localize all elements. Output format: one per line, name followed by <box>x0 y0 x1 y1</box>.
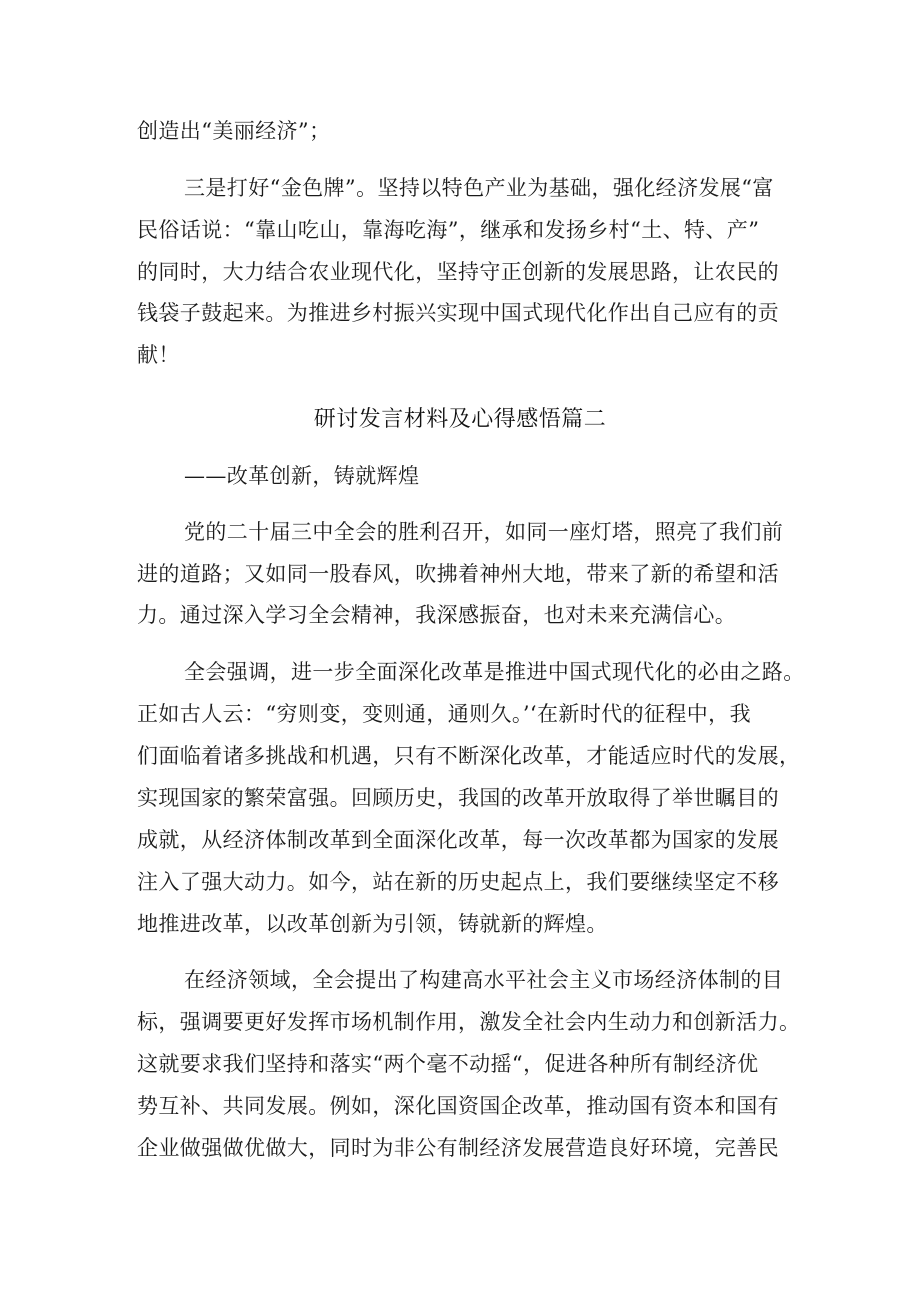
paragraph-line: 党的二十届三中全会的胜利召开，如同一座灯塔，照亮了我们前 <box>184 520 784 544</box>
paragraph-line: 创造出“美丽经济”； <box>137 119 331 143</box>
paragraph-line: 力。通过深入学习全会精神，我深感振奋，也对未来充满信心。 <box>137 603 737 627</box>
paragraph-line: 献！ <box>137 343 180 367</box>
paragraph-line: 企业做强做优做大，同时为非公有制经济发展营造良好环境，完善民 <box>137 1136 779 1160</box>
paragraph-line: 注入了强大动力。如今，站在新的历史起点上，我们要继续坚定不移 <box>137 870 779 894</box>
paragraph-line: 民俗话说：“靠山吃山，靠海吃海”，继承和发扬乡村“土、特、产” <box>137 218 760 242</box>
paragraph-line: 标，强调要更好发挥市场机制作用，激发全社会内生动力和创新活力。 <box>137 1010 801 1034</box>
paragraph-line: 实现国家的繁荣富强。回顾历史，我国的改革开放取得了举世瞩目的 <box>137 786 779 810</box>
paragraph-line: 钱袋子鼓起来。为推进乡村振兴实现中国式现代化作出自己应有的贡 <box>137 301 779 325</box>
paragraph-line: 地推进改革，以改革创新为引领，铸就新的辉煌。 <box>137 912 608 936</box>
paragraph-line: 们面临着诸多挑战和机遇，只有不断深化改革，才能适应时代的发展， <box>137 744 801 768</box>
section-subtitle: ——改革创新，铸就辉煌 <box>184 464 420 488</box>
paragraph-line: 正如古人云：“穷则变，变则通，通则久。’‘在新时代的征程中，我 <box>137 702 751 726</box>
paragraph-line: 成就，从经济体制改革到全面深化改革，每一次改革都为国家的发展 <box>137 828 779 852</box>
paragraph-line: 在经济领域，全会提出了构建高水平社会主义市场经济体制的目 <box>184 968 784 992</box>
paragraph-line: 进的道路；又如同一股春风，吹拂着神州大地，带来了新的希望和活 <box>137 562 779 586</box>
paragraph-line: 全会强调，进一步全面深化改革是推进中国式现代化的必由之路。 <box>184 660 805 684</box>
paragraph-line: 三是打好“金色牌”。坚持以特色产业为基础，强化经济发展“富 <box>184 176 774 200</box>
paragraph-line: 的同时，大力结合农业现代化，坚持守正创新的发展思路，让农民的 <box>137 260 779 284</box>
paragraph-line: 这就要求我们坚持和落实“两个毫不动摇“，促进各种所有制经济优 <box>137 1052 759 1076</box>
paragraph-line: 势互补、共同发展。例如，深化国资国企改革，推动国有资本和国有 <box>137 1094 779 1118</box>
section-heading: 研讨发言材料及心得感悟篇二 <box>313 407 607 432</box>
